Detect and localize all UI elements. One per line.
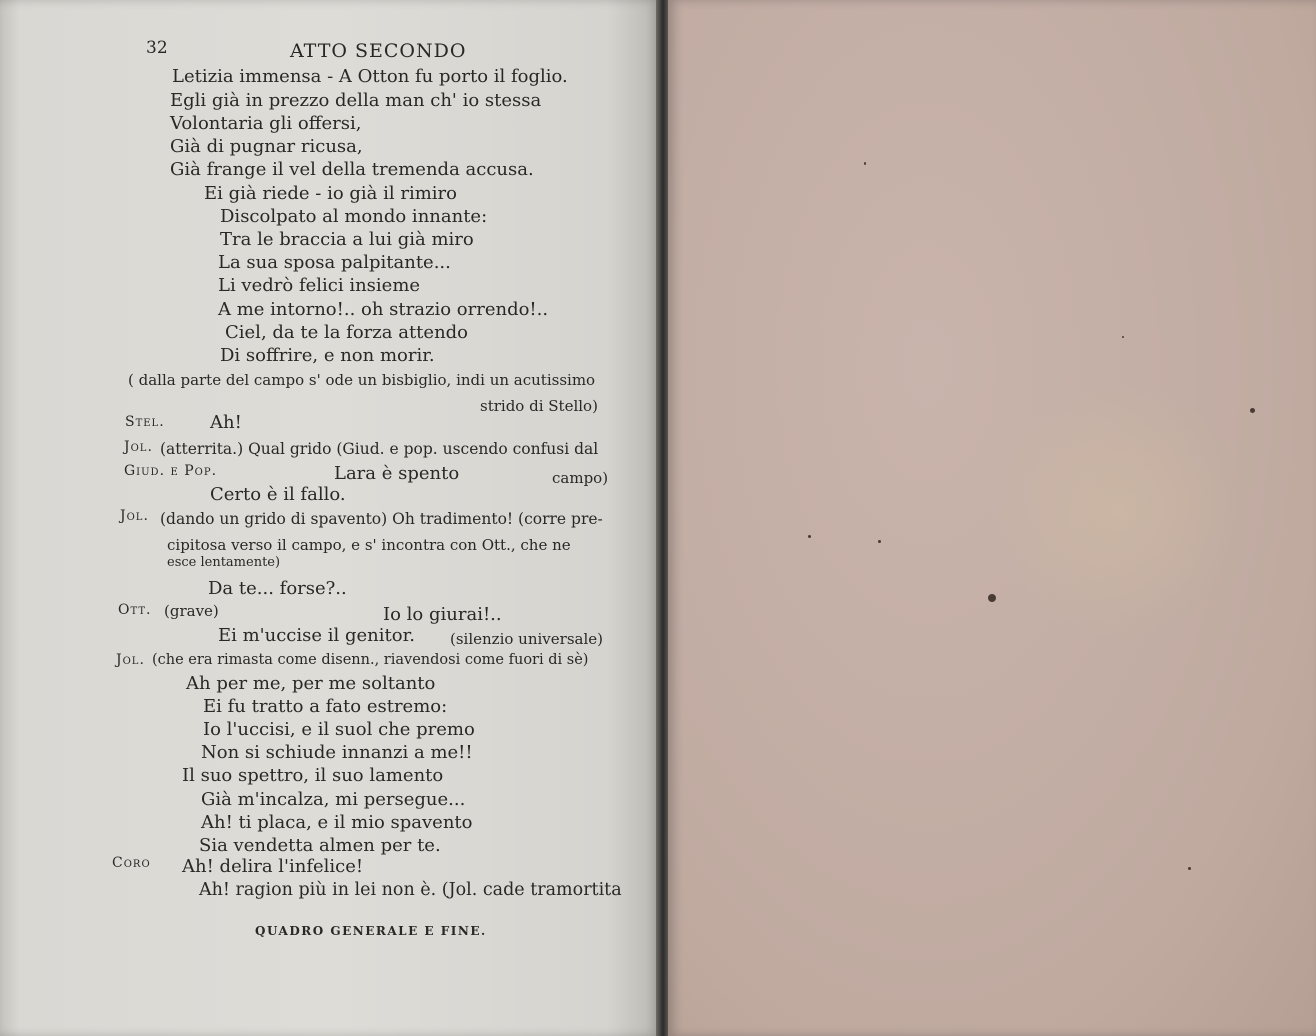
foxing-spot [864,162,866,165]
verse-line: Ei già riede - io già il rimiro [204,183,457,204]
paper-stain [988,380,1248,640]
page-number: 32 [146,38,168,58]
verse-line: Ciel, da te la forza attendo [225,322,469,343]
stage-direction: (che era rimasta come disenn., riavendosi come fuori di sè) [152,652,589,668]
stage-direction: campo) [552,469,609,487]
speaker-label: Ott. [118,602,152,618]
foxing-spot [808,535,811,538]
foxing-spot [1122,336,1124,338]
verse-line: A me intorno!.. oh strazio orrendo!.. [218,299,549,320]
verse-line: Non si schiude innanzi a me!! [201,742,473,763]
verse-line: Io lo giurai!.. [383,604,502,625]
stage-direction: (atterrita.) Qual grido (Giud. e pop. uscendo confusi dal [160,440,599,458]
speaker-label: Jol. [120,508,149,524]
foxing-spot [1250,408,1255,413]
foxing-spot [878,540,881,543]
verse-line: Certo è il fallo. [210,484,346,505]
verse-line: Ah! [210,412,242,433]
verse-line: Già m'incalza, mi persegue... [201,789,466,810]
speaker-label: Giud. e Pop. [124,463,218,479]
verse-line: Sia vendetta almen per te. [199,835,441,856]
stage-direction: esce lentamente) [167,555,281,570]
verse-line: Volontaria gli offersi, [170,113,362,134]
verse-line: Egli già in prezzo della man ch' io stessa [170,90,542,111]
verse-line: Ah per me, per me soltanto [186,673,436,694]
verse-line: Ah! ragion più in lei non è. (Jol. cade tramortita [199,880,622,900]
speaker-label: Jol. [124,439,153,455]
verse-line: Già frange il vel della tremenda accusa. [170,159,534,180]
stage-direction: (dando un grido di spavento) Oh tradimento! (corre pre- [160,510,603,528]
running-title: ATTO SECONDO [290,40,467,62]
speaker-label: Coro [112,855,151,871]
verse-line: Da te... forse?.. [208,578,347,599]
verse-line: Io l'uccisi, e il suol che premo [203,719,475,740]
verse-line: Di soffrire, e non morir. [220,345,435,366]
foxing-spot [1188,867,1191,870]
verse-line: Il suo spettro, il suo lamento [182,765,444,786]
verse-line: Li vedrò felici insieme [218,275,421,296]
stage-direction: strido di Stello) [480,397,598,415]
verse-line: La sua sposa palpitante... [218,252,451,273]
verse-line: Ah! ti placa, e il mio spavento [201,812,473,833]
stage-direction: ( dalla parte del campo s' ode un bisbiglio, indi un acutissimo [128,371,596,389]
verse-line: Letizia immensa - A Otton fu porto il foglio. [172,66,568,87]
verse-line: Discolpato al mondo innante: [220,206,488,227]
stage-direction: (grave) [164,602,219,620]
verse-line: Ah! delira l'infelice! [182,856,364,877]
speaker-label: Jol. [116,652,145,668]
closing-note: QUADRO GENERALE E FINE. [255,924,487,938]
verse-line: Tra le braccia a lui già miro [220,229,474,250]
verse-line: Lara è spento [334,463,460,484]
speaker-label: Stel. [125,414,165,430]
verse-line: Ei fu tratto a fato estremo: [203,696,448,717]
stage-direction: (silenzio universale) [450,630,603,648]
verse-line: Già di pugnar ricusa, [170,136,363,157]
foxing-spot [988,594,996,602]
verse-line: Ei m'uccise il genitor. [218,625,415,646]
stage-direction: cipitosa verso il campo, e s' incontra con Ott., che ne [167,536,571,554]
right-page [668,0,1316,1036]
